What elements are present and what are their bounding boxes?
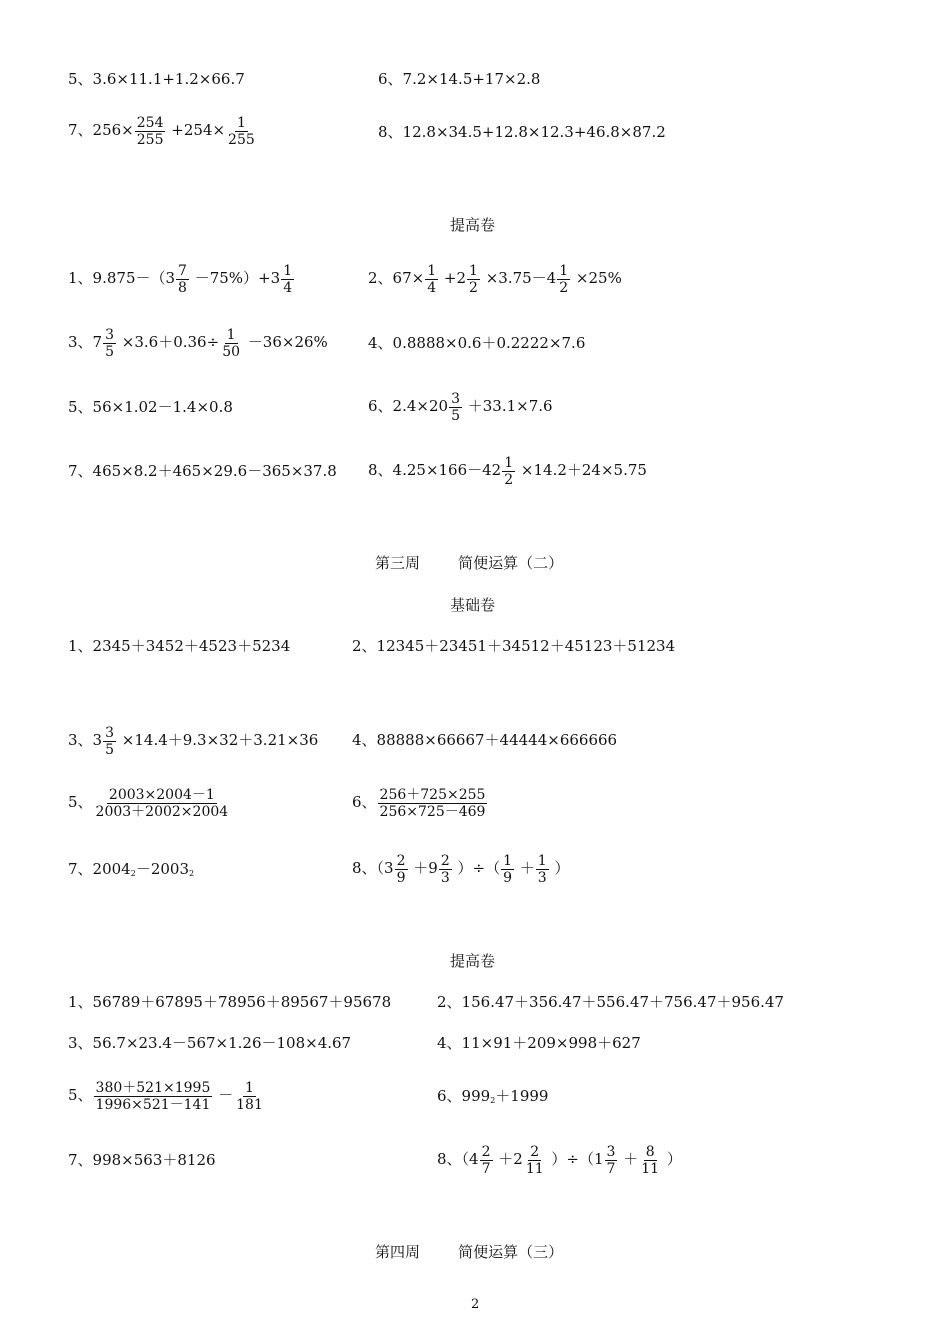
denominator: 8	[178, 279, 187, 296]
problem-text: 2、12345＋23451＋34512＋45123＋51234	[352, 637, 676, 655]
denominator: 255	[228, 131, 255, 148]
denominator: 256×725－469	[379, 803, 486, 820]
problem-text: ）	[549, 859, 570, 877]
fraction	[467, 263, 480, 296]
numerator: 2	[481, 1143, 491, 1160]
problem-text: －75%）+3	[189, 269, 281, 287]
denominator: 50	[222, 343, 241, 360]
fraction	[220, 327, 242, 360]
fraction	[395, 853, 408, 886]
problem-text: +2	[439, 269, 467, 287]
problem-text: 8、12.8×34.5+12.8×12.3+46.8×87.2	[378, 123, 666, 141]
fraction	[605, 1144, 618, 1177]
numerator: 1	[427, 262, 437, 279]
problem-2	[368, 260, 622, 296]
fraction	[226, 115, 257, 148]
problem-text: 1、2345＋3452＋4523＋5234	[68, 637, 291, 655]
problem-4	[368, 334, 585, 352]
problem-text: 3、7	[68, 333, 103, 351]
problem-text: 2、156.47＋356.47＋556.47＋756.47＋956.47	[437, 993, 784, 1011]
problem-3	[68, 1034, 351, 1052]
problem-8	[352, 850, 570, 886]
denominator: 11	[641, 1160, 660, 1177]
problem-text: 8、（3	[352, 859, 394, 877]
problem-text: 5、3.6×11.1+1.2×66.7	[68, 70, 245, 88]
fraction	[94, 787, 231, 820]
problem-text: 5、	[68, 1086, 93, 1104]
problem-text: ）÷（1	[546, 1150, 604, 1168]
problem-text: ）÷（	[452, 859, 501, 877]
numerator: 8	[645, 1143, 655, 1160]
fraction	[502, 455, 515, 488]
denominator: 5	[105, 343, 115, 360]
fraction	[103, 327, 116, 360]
problem-text: 4、11×91＋209×998＋627	[437, 1034, 641, 1052]
fraction	[281, 263, 294, 296]
numerator: 1	[503, 852, 513, 869]
problem-text: 3、3	[68, 731, 103, 749]
numerator: 2	[396, 852, 406, 869]
fraction	[439, 853, 452, 886]
numerator: 3	[105, 326, 115, 343]
week-title: 第四周 简便运算（三）	[375, 1243, 564, 1261]
numerator: 1	[559, 262, 569, 279]
section-title: 提高卷	[450, 952, 496, 970]
exponent: 2	[189, 869, 195, 878]
numerator: 1	[236, 114, 246, 131]
problem-1	[68, 260, 295, 296]
denominator: 3	[440, 869, 450, 886]
problem-text: 6、999	[437, 1087, 491, 1105]
problem-2	[352, 637, 675, 655]
numerator: 254	[136, 114, 164, 131]
problem-text: ＋2	[493, 1150, 523, 1168]
denominator: 2	[559, 279, 569, 296]
denominator: 4	[427, 279, 437, 296]
fraction	[524, 1144, 546, 1177]
page-number: 2	[471, 1297, 480, 1312]
numerator: 3	[606, 1143, 616, 1160]
numerator: 1	[226, 326, 236, 343]
numerator: 1	[469, 262, 478, 279]
problem-text: 1、56789＋67895＋78956＋89567＋95678	[68, 993, 392, 1011]
denominator: 5	[451, 407, 460, 424]
fraction	[480, 1144, 493, 1177]
denominator: 3	[537, 869, 547, 886]
numerator: 380＋521×1995	[95, 1079, 211, 1096]
problem-1	[68, 993, 391, 1011]
numerator: 3	[451, 390, 460, 407]
numerator: 256＋725×255	[379, 786, 486, 803]
numerator: 3	[105, 724, 115, 741]
problem-text: 4、88888×66667＋44444×666666	[352, 731, 618, 749]
problem-5	[68, 784, 231, 820]
problem-7	[68, 112, 258, 148]
numerator: 1	[245, 1079, 254, 1096]
numerator: 2003×2004－1	[108, 786, 215, 803]
problem-5	[68, 70, 245, 88]
fraction	[378, 787, 488, 820]
fraction	[176, 263, 189, 296]
problem-text: ＋1999	[495, 1087, 549, 1105]
denominator: 1996×521－141	[95, 1096, 211, 1113]
problem-text: －36×26%	[243, 333, 328, 351]
problem-6	[378, 70, 540, 88]
problem-text: 8、4.25×166－42	[368, 461, 502, 479]
fraction	[557, 263, 570, 296]
problem-text: ＋	[515, 859, 535, 877]
denominator: 4	[283, 279, 293, 296]
problem-text: ×14.4＋9.3×32＋3.21×36	[117, 731, 319, 749]
problem-text: 6、7.2×14.5+17×2.8	[378, 70, 541, 88]
fraction	[536, 853, 549, 886]
fraction	[234, 1080, 265, 1113]
fraction	[425, 263, 438, 296]
problem-text: ）	[662, 1150, 682, 1168]
denominator: 7	[606, 1160, 616, 1177]
problem-text: ×14.2＋24×5.75	[516, 461, 647, 479]
problem-text: －	[213, 1086, 234, 1104]
denominator: 5	[105, 741, 115, 758]
denominator: 181	[236, 1096, 263, 1113]
problem-text: 6、	[352, 793, 377, 811]
problem-text: +254×	[166, 121, 226, 139]
fraction	[103, 725, 116, 758]
problem-4	[437, 1034, 641, 1052]
problem-text: 7、256×	[68, 121, 134, 139]
problem-text: ＋	[618, 1150, 639, 1168]
problem-8	[368, 452, 647, 488]
problem-text: 3、56.7×23.4－567×1.26－108×4.67	[68, 1034, 352, 1052]
problem-text: ×3.6＋0.36÷	[117, 333, 220, 351]
denominator: 7	[481, 1160, 491, 1177]
denominator: 2003＋2002×2004	[95, 803, 229, 820]
numerator: 1	[504, 454, 514, 471]
problem-text: 1、9.875－（3	[68, 269, 176, 287]
fraction	[135, 115, 166, 148]
problem-text: 7、465×8.2＋465×29.6－365×37.8	[68, 462, 337, 480]
exponent: 2	[130, 869, 136, 878]
problem-text: 7、998×563＋8126	[68, 1151, 216, 1169]
problem-text: 2、67×	[368, 269, 425, 287]
numerator: 2	[440, 852, 450, 869]
numerator: 7	[178, 262, 187, 279]
problem-text: ＋9	[408, 859, 438, 877]
problem-text: 5、56×1.02－1.4×0.8	[68, 398, 233, 416]
fraction	[449, 391, 462, 424]
problem-7	[68, 860, 194, 883]
week-title: 第三周 简便运算（二）	[375, 554, 564, 572]
denominator: 9	[396, 869, 406, 886]
problem-8	[437, 1141, 682, 1177]
denominator: 11	[525, 1160, 544, 1177]
problem-text: 7、2004	[68, 860, 131, 878]
fraction	[639, 1144, 661, 1177]
problem-text: 4、0.8888×0.6＋0.2222×7.6	[368, 334, 586, 352]
problem-1	[68, 637, 290, 655]
problem-text: 8、（4	[437, 1150, 479, 1168]
problem-3	[68, 324, 328, 360]
problem-text: 5、	[68, 793, 93, 811]
problem-5	[68, 398, 233, 416]
fraction	[94, 1080, 213, 1113]
problem-7	[68, 462, 337, 480]
denominator: 2	[469, 279, 478, 296]
problem-text: －2003	[135, 860, 189, 878]
problem-4	[352, 731, 617, 749]
problem-6	[352, 784, 488, 820]
numerator: 1	[537, 852, 547, 869]
problem-6	[437, 1087, 548, 1110]
numerator: 1	[283, 262, 293, 279]
problem-text: ×25%	[571, 269, 622, 287]
problem-text: ×3.75－4	[480, 269, 557, 287]
exponent: 2	[490, 1096, 496, 1105]
problem-7	[68, 1151, 216, 1169]
problem-6	[368, 388, 553, 424]
denominator: 255	[136, 131, 164, 148]
problem-text: 6、2.4×20	[368, 397, 449, 415]
denominator: 9	[503, 869, 513, 886]
numerator: 2	[530, 1143, 540, 1160]
problem-3	[68, 722, 318, 758]
problem-2	[437, 993, 784, 1011]
problem-5	[68, 1077, 266, 1113]
problem-8	[378, 123, 666, 141]
denominator: 2	[504, 471, 514, 488]
problem-text: ＋33.1×7.6	[462, 397, 553, 415]
section-title: 基础卷	[450, 596, 496, 614]
fraction	[501, 853, 514, 886]
section-title: 提高卷	[450, 216, 496, 234]
